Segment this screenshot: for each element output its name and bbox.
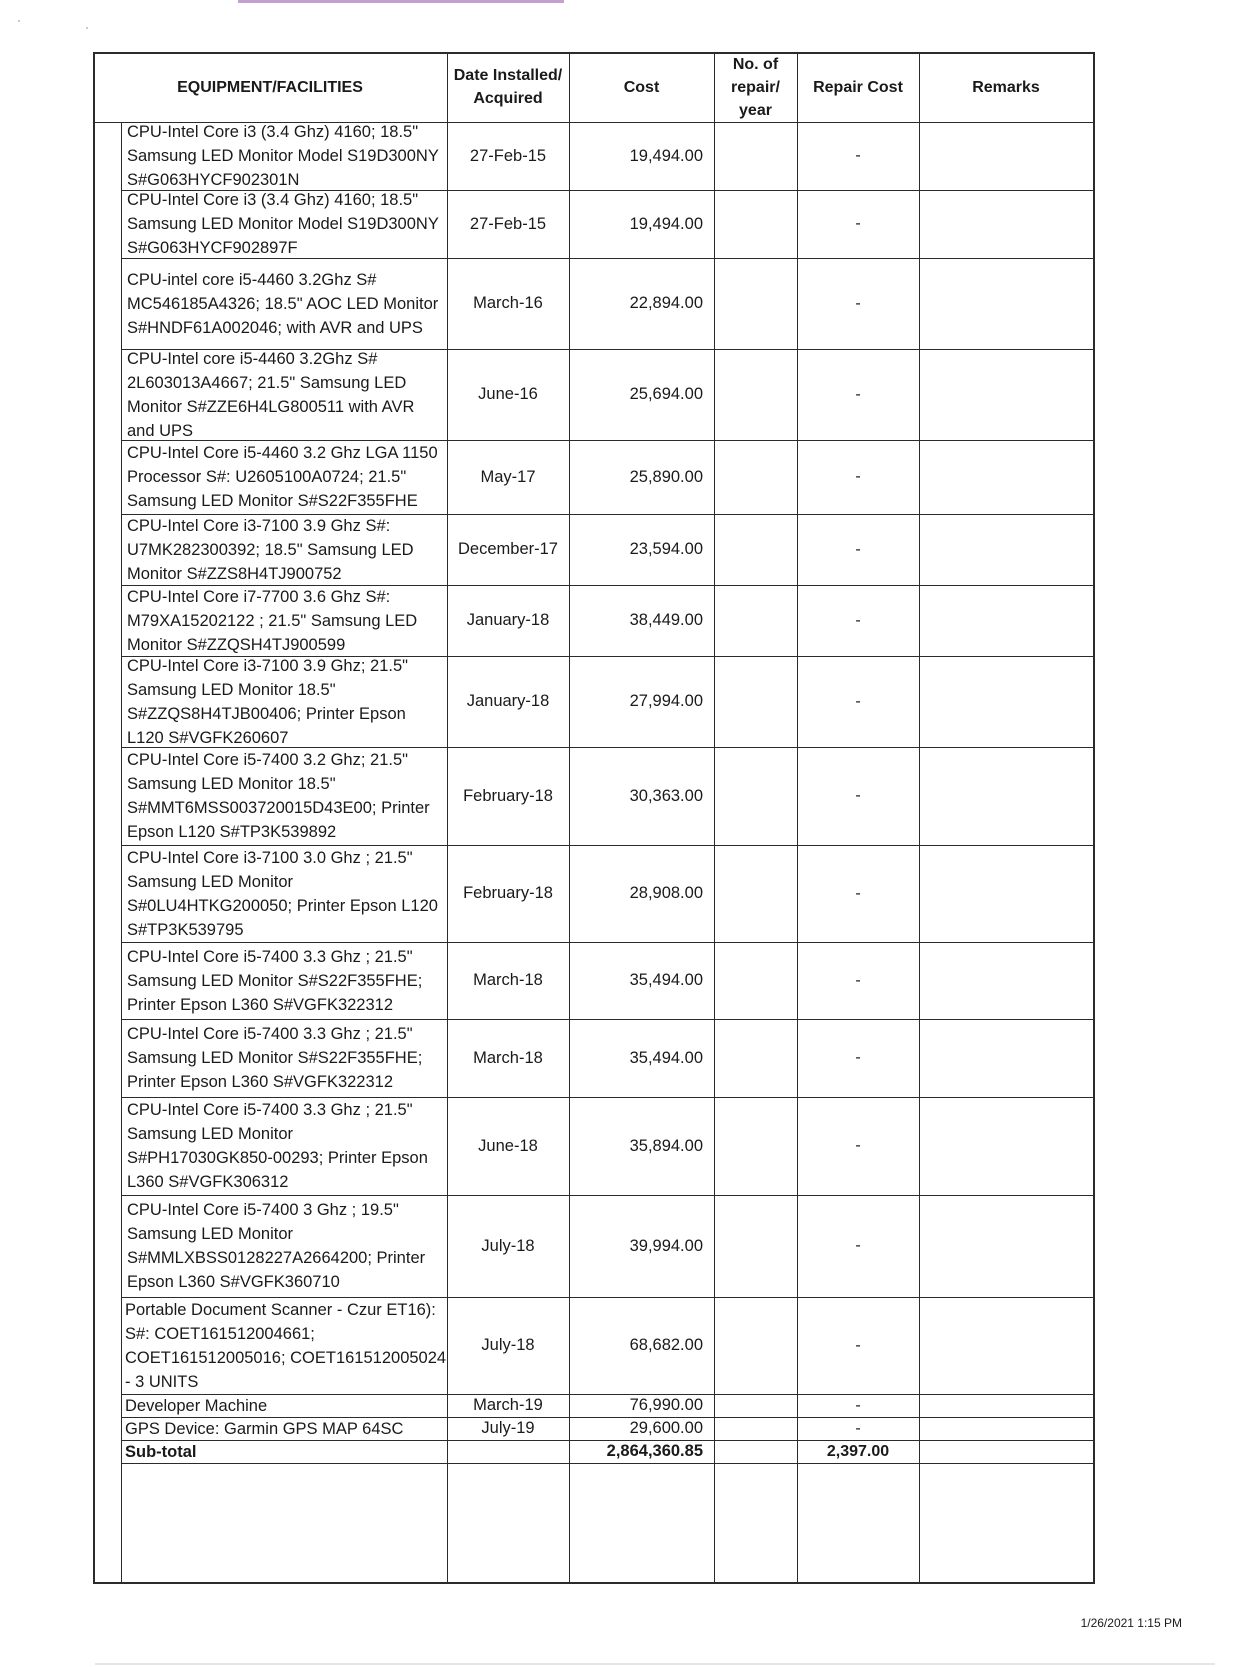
row-1-cost: 19,494.00 bbox=[629, 146, 703, 165]
row-14-cost: 39,994.00 bbox=[629, 1236, 703, 1255]
row-2-repair-cost: - bbox=[855, 215, 861, 232]
row-12-repair-cost: - bbox=[855, 1049, 861, 1066]
row-11-cost: 35,494.00 bbox=[629, 971, 703, 989]
row-10-date: February-18 bbox=[463, 884, 553, 902]
row-4-repair-cost: - bbox=[855, 385, 861, 403]
row-13-cost: 35,894.00 bbox=[629, 1136, 703, 1155]
row-12-equipment: CPU-Intel Core i5-7400 3.3 Ghz ; 21.5" Samsung LED Monitor S#S22F355FHE; Printer Epson L360 S#VGFK322312 bbox=[127, 1025, 423, 1091]
row-8-cost: 27,994.00 bbox=[629, 692, 703, 710]
row-17-repair-cost: - bbox=[855, 1419, 861, 1437]
row-15-cost: 68,682.00 bbox=[629, 1336, 703, 1354]
row-5-equipment: CPU-Intel Core i5-4460 3.2 Ghz LGA 1150 Processor S#: U2605100A0724; 21.5" Samsung LED Monitor S#S22F355FHE bbox=[127, 444, 438, 510]
row-2-equipment: CPU-Intel Core i3 (3.4 Ghz) 4160; 18.5" Samsung LED Monitor Model S19D300NY S#G063HYCF902897F bbox=[127, 191, 439, 257]
row-9-date: February-18 bbox=[463, 786, 553, 805]
table-right-border bbox=[1093, 52, 1095, 1584]
row-17-date: July-19 bbox=[481, 1419, 535, 1437]
row-9-repair-cost: - bbox=[855, 787, 861, 804]
row-10-cost: 28,908.00 bbox=[629, 884, 703, 902]
equipment-table bbox=[93, 52, 1166, 1584]
row-15-equipment: Portable Document Scanner - Czur ET16): S#: COET161512004661; COET161512005016; COET161512005024 - 3 UNITS bbox=[125, 1300, 447, 1391]
table-left-border bbox=[93, 52, 95, 1584]
row-1-date: 27-Feb-15 bbox=[469, 146, 547, 165]
row-7-repair-cost: - bbox=[855, 611, 861, 629]
subtotal-cost: 2,864,360.85 bbox=[606, 1442, 703, 1460]
subtotal-label: Sub-total bbox=[125, 1442, 197, 1461]
row-3-date: March-16 bbox=[473, 294, 543, 312]
row-10-equipment: CPU-Intel Core i3-7100 3.0 Ghz ; 21.5" Samsung LED Monitor S#0LU4HTKG200050; Printer Epson L120 S#TP3K539795 bbox=[127, 848, 438, 939]
row-3-repair-cost: - bbox=[855, 294, 861, 312]
row-16-repair-cost: - bbox=[855, 1396, 861, 1414]
subtotal-repair-cost: 2,397.00 bbox=[826, 1442, 890, 1460]
row-9-equipment: CPU-Intel Core i5-7400 3.2 Ghz; 21.5" Samsung LED Monitor 18.5" S#MMT6MSS003720015D43E00; Printer Epson L120 S#TP3K539892 bbox=[127, 751, 430, 841]
row-11-repair-cost: - bbox=[855, 971, 861, 989]
row-13-repair-cost: - bbox=[855, 1137, 861, 1154]
row-11-date: March-18 bbox=[473, 971, 543, 989]
row-13-equipment: CPU-Intel Core i5-7400 3.3 Ghz ; 21.5" Samsung LED Monitor S#PH17030GK850-00293; Printer Epson L360 S#VGFK306312 bbox=[127, 1101, 428, 1191]
row-6-date: December-17 bbox=[458, 540, 558, 558]
row-8-date: January-18 bbox=[466, 692, 550, 710]
scan-speck bbox=[86, 27, 88, 29]
row-11-equipment: CPU-Intel Core i5-7400 3.3 Ghz ; 21.5" Samsung LED Monitor S#S22F355FHE; Printer Epson L360 S#VGFK322312 bbox=[127, 947, 423, 1014]
table-bottom-border bbox=[93, 1582, 1095, 1584]
row-10-repair-cost: - bbox=[855, 884, 861, 902]
scan-speck bbox=[18, 20, 20, 22]
row-3-cost: 22,894.00 bbox=[629, 294, 703, 312]
header-cost: Cost bbox=[623, 78, 660, 96]
header-remarks: Remarks bbox=[972, 78, 1040, 96]
row-5-repair-cost: - bbox=[855, 468, 861, 485]
row-6-repair-cost: - bbox=[855, 540, 861, 558]
row-4-cost: 25,694.00 bbox=[629, 385, 703, 403]
column-divider bbox=[919, 52, 920, 1584]
print-timestamp: 1/26/2021 1:15 PM bbox=[1080, 1616, 1182, 1630]
row-7-date: January-18 bbox=[466, 611, 550, 629]
header-repairs-per-year: No. of repair/ year bbox=[731, 55, 780, 119]
row-4-date: June-16 bbox=[478, 385, 538, 403]
row-9-cost: 30,363.00 bbox=[629, 786, 703, 805]
row-16-date: March-19 bbox=[473, 1396, 543, 1414]
row-6-equipment: CPU-Intel Core i3-7100 3.9 Ghz S#: U7MK282300392; 18.5" Samsung LED Monitor S#ZZS8H4TJ900752 bbox=[127, 516, 414, 583]
row-2-date: 27-Feb-15 bbox=[469, 214, 547, 233]
row-8-repair-cost: - bbox=[855, 692, 861, 710]
row-14-repair-cost: - bbox=[855, 1237, 861, 1254]
row-1-equipment: CPU-Intel Core i3 (3.4 Ghz) 4160; 18.5" Samsung LED Monitor Model S19D300NY S#G063HYCF902301N bbox=[127, 123, 439, 189]
top-edge-mark bbox=[238, 0, 564, 3]
row-divider bbox=[121, 1463, 1095, 1464]
row-17-cost: 29,600.00 bbox=[629, 1419, 703, 1437]
row-12-date: March-18 bbox=[473, 1048, 543, 1067]
header-date: Date Installed/ Acquired bbox=[453, 67, 563, 107]
row-14-equipment: CPU-Intel Core i5-7400 3 Ghz ; 19.5" Samsung LED Monitor S#MMLXBSS0128227A2664200; Printer Epson L360 S#VGFK360710 bbox=[127, 1201, 426, 1291]
row-15-date: July-18 bbox=[481, 1336, 535, 1354]
header-repair-cost: Repair Cost bbox=[813, 78, 903, 96]
row-16-cost: 76,990.00 bbox=[629, 1396, 703, 1414]
row-16-equipment: Developer Machine bbox=[125, 1396, 268, 1415]
row-5-date: May-17 bbox=[480, 467, 536, 486]
row-5-cost: 25,890.00 bbox=[629, 467, 703, 486]
row-7-cost: 38,449.00 bbox=[629, 611, 703, 629]
column-divider bbox=[714, 52, 715, 1584]
row-17-equipment: GPS Device: Garmin GPS MAP 64SC bbox=[125, 1419, 404, 1438]
row-2-cost: 19,494.00 bbox=[629, 214, 703, 233]
row-8-equipment: CPU-Intel Core i3-7100 3.9 Ghz; 21.5" Samsung LED Monitor 18.5" S#ZZQS8H4TJB00406; Printer Epson L120 S#VGFK260607 bbox=[127, 656, 408, 747]
row-1-repair-cost: - bbox=[855, 147, 861, 164]
row-3-equipment: CPU-intel core i5-4460 3.2Ghz S# MC546185A4326; 18.5" AOC LED Monitor S#HNDF61A002046; with AVR and UPS bbox=[127, 270, 439, 337]
row-13-date: June-18 bbox=[478, 1136, 538, 1155]
row-14-date: July-18 bbox=[481, 1236, 535, 1255]
row-12-cost: 35,494.00 bbox=[629, 1048, 703, 1067]
bottom-edge-mark bbox=[95, 1663, 1215, 1665]
row-6-cost: 23,594.00 bbox=[629, 540, 703, 558]
row-4-equipment: CPU-Intel core i5-4460 3.2Ghz S# 2L603013A4667; 21.5" Samsung LED Monitor S#ZZE6H4LG800511 with AVR and UPS bbox=[127, 349, 415, 440]
header-equipment: EQUIPMENT/FACILITIES bbox=[177, 78, 363, 96]
row-7-equipment: CPU-Intel Core i7-7700 3.6 Ghz S#: M79XA15202122 ; 21.5" Samsung LED Monitor S#ZZQSH4TJ900599 bbox=[127, 587, 418, 654]
row-15-repair-cost: - bbox=[855, 1336, 861, 1354]
